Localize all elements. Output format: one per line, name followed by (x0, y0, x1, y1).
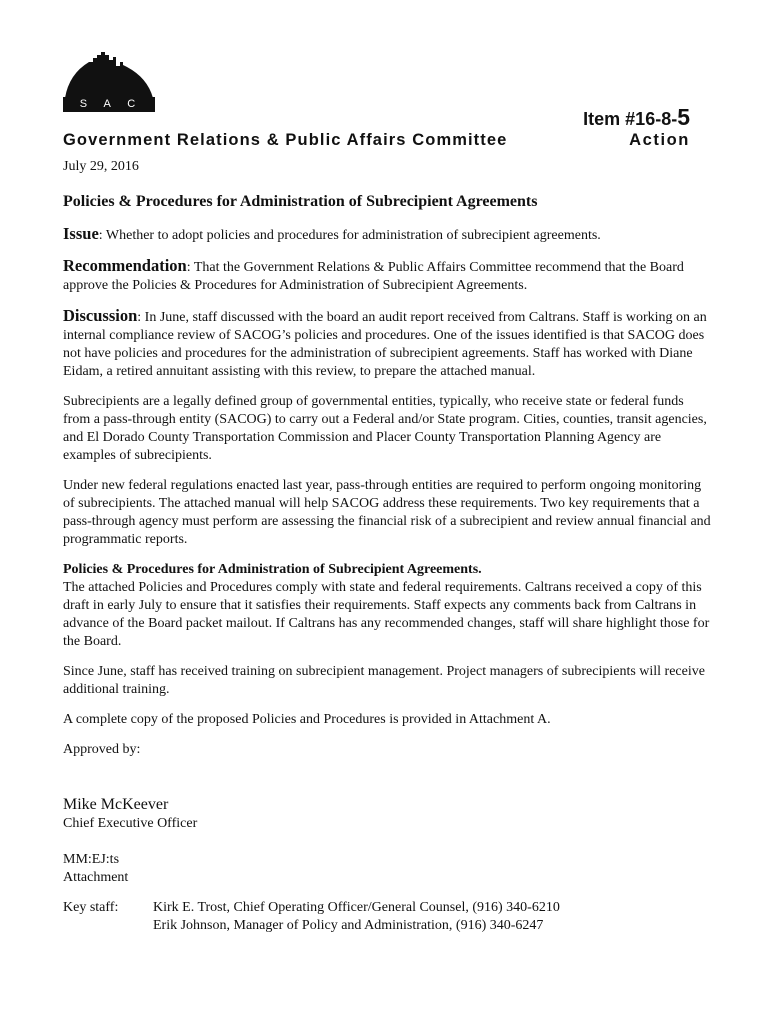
key-staff-item: Kirk E. Trost, Chief Operating Officer/General Counsel, (916) 340-6210 (153, 900, 560, 915)
key-staff (63, 899, 713, 935)
issue-paragraph (63, 225, 713, 245)
committee-name: Government Relations & Public Affairs Committee (63, 131, 508, 149)
training-paragraph: Since June, staff has received training on subrecipient management. Project managers of subrecipients will receive additional training. (63, 664, 705, 697)
document-body (63, 193, 713, 935)
document-title: Policies & Procedures for Administration of Subrecipient Agreements (63, 193, 538, 210)
issue-label: Issue (63, 224, 99, 243)
discussion-paragraph (63, 307, 713, 381)
item-number (583, 104, 690, 131)
policies-paragraph: The attached Policies and Procedures comply with state and federal requirements. Caltrans received a copy of this draft in early July to ensure that it satisfies their requirements. Staff expects any comments back from Caltrans in advance of the Board packet mailout. If Caltrans has any recommended changes, staff will share highlight those for the Board. (63, 580, 710, 649)
issue-text: : Whether to adopt policies and procedures for administration of subrecipient agreements. (98, 228, 601, 243)
item-number-suffix: 5 (677, 104, 690, 130)
action-label: Action (629, 131, 690, 149)
recommendation-paragraph (63, 257, 713, 295)
recommendation-text: : That the Government Relations & Public Affairs Committee recommend that the Board approve the Policies & Procedures for Administration of Subrecipient Agreements. (63, 260, 684, 293)
subrecipients-paragraph: Subrecipients are a legally defined group of governmental entities, typically, who receive state or federal funds from a pass-through entity (SACOG) to carry out a Federal and/or State program. Cities, counties, transit agencies, and El Dorado County Transportation Commission and Placer County Transportation Planning Agency are examples of subrecipients. (63, 394, 707, 463)
discussion-text: : In June, staff discussed with the board an audit report received from Caltrans. Staff is working on an internal compliance review of SACOG’s policies and procedures. One of the issues identified is that SACOG does not have policies and procedures for the administration of subrecipient agreements. Staff has worked with Diane Eidam, a retired annuitant assisting with this review, to prepare the attached manual. (63, 310, 707, 379)
logo-wordmark: S A C O G (63, 97, 155, 112)
key-staff-list (153, 899, 713, 935)
initials: MM:EJ:ts (63, 852, 120, 867)
attachment-paragraph: A complete copy of the proposed Policies and Procedures is provided in Attachment A. (63, 712, 551, 727)
recommendation-label: Recommendation (63, 256, 187, 275)
policies-heading: Policies & Procedures for Administration of Subrecipient Agreements. (63, 562, 482, 577)
sacog-logo (63, 52, 155, 125)
item-number-prefix: Item #16-8- (583, 109, 678, 129)
document-date: July 29, 2016 (63, 159, 139, 174)
key-staff-item: Erik Johnson, Manager of Policy and Administration, (916) 340-6247 (153, 918, 544, 933)
skyline-dome-icon (63, 52, 155, 99)
discussion-label: Discussion (63, 306, 138, 325)
regulations-paragraph: Under new federal regulations enacted last year, pass-through entities are required to perform ongoing monitoring of subrecipients. The attached manual will help SACOG address these requirements. Two key requirements that a pass-through agency must perform are assessing the financial risk of a subrecipient and review annual financial and programmatic reports. (63, 478, 711, 547)
signatory-title: Chief Executive Officer (63, 816, 198, 831)
signatory-name: Mike McKeever (63, 796, 169, 813)
approved-by: Approved by: (63, 742, 141, 757)
attachment-note: Attachment (63, 870, 129, 885)
key-staff-label: Key staff: (63, 900, 119, 915)
